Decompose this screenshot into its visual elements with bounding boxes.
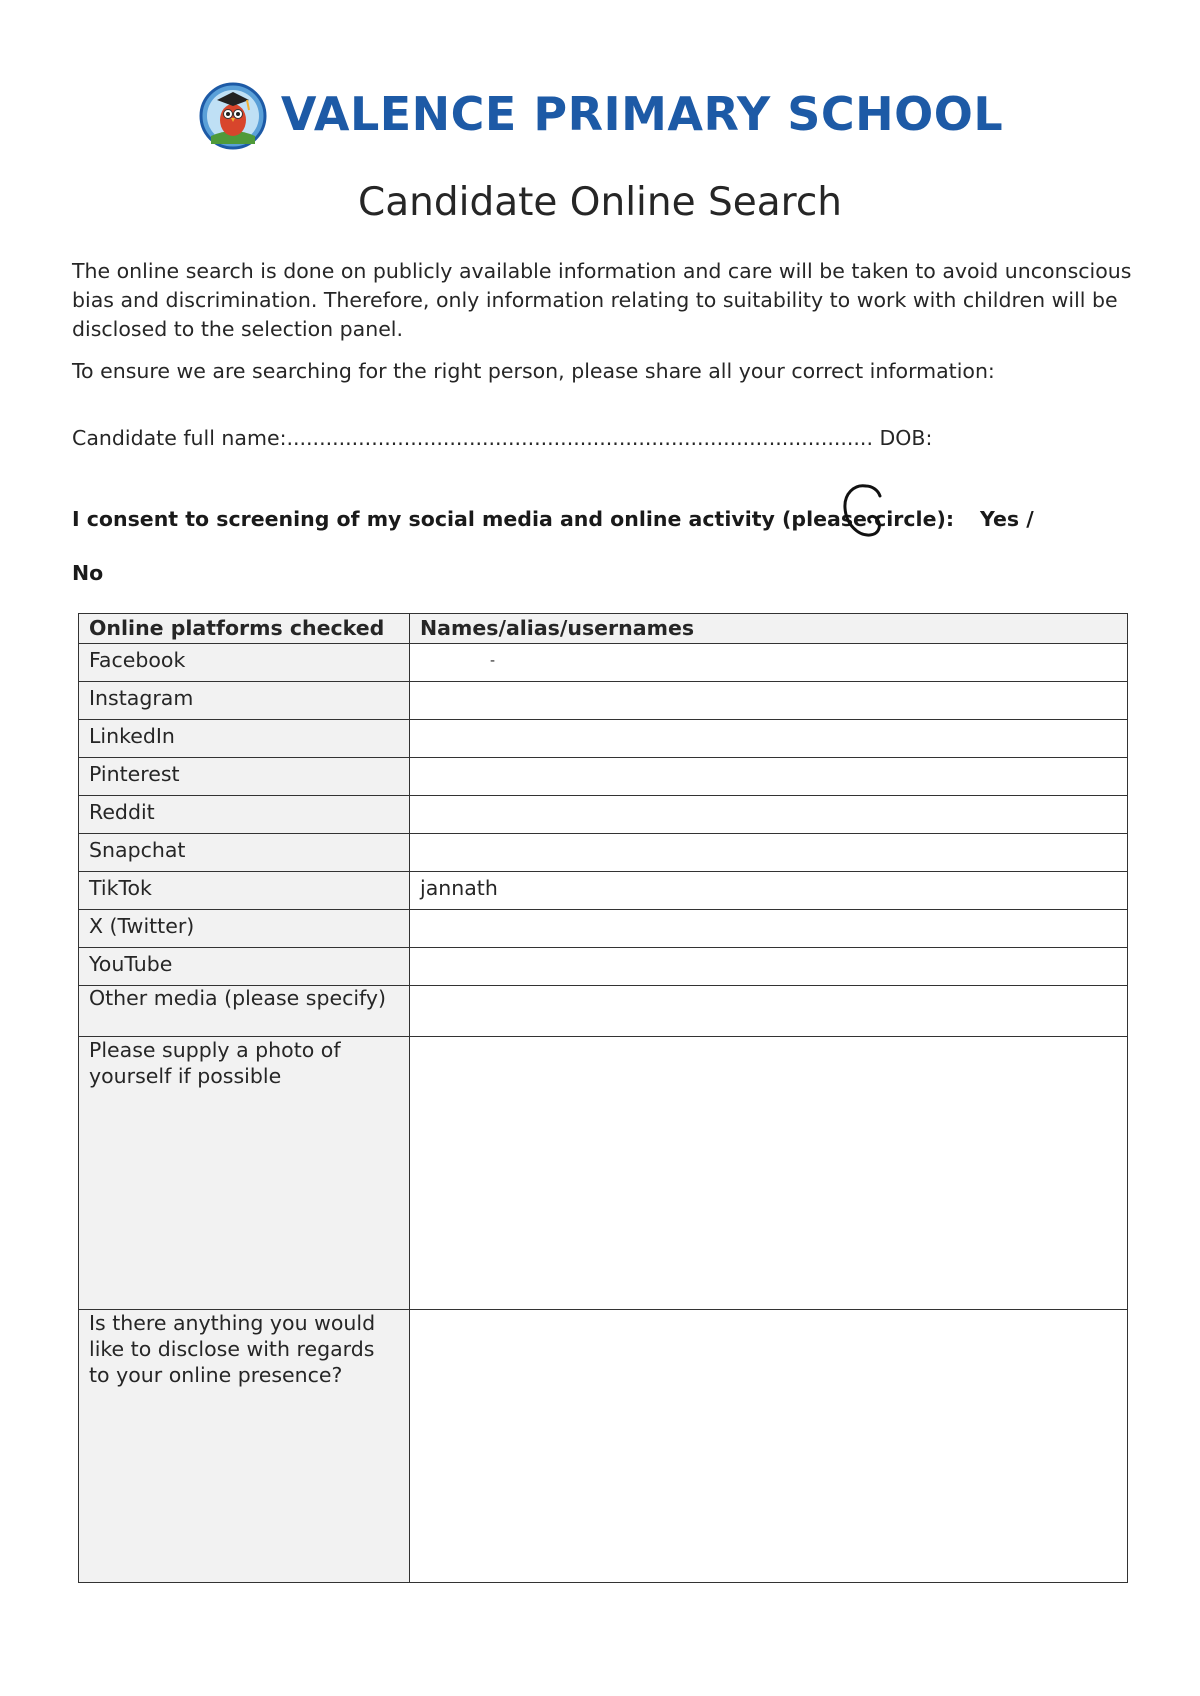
table-row — [79, 872, 1128, 910]
platform-username-field[interactable] — [410, 796, 1128, 834]
platform-label: YouTube — [79, 948, 410, 986]
table-row — [79, 720, 1128, 758]
platform-label: X (Twitter) — [79, 910, 410, 948]
table-row — [79, 796, 1128, 834]
header-platforms: Online platforms checked — [79, 614, 410, 644]
consent-text: I consent to screening of my social media and online activity (please circle): — [72, 507, 955, 531]
table-row — [79, 1310, 1128, 1583]
platform-label: Reddit — [79, 796, 410, 834]
platform-username-field[interactable] — [410, 758, 1128, 796]
platform-username-field[interactable] — [410, 948, 1128, 986]
platform-username-field[interactable] — [410, 644, 1128, 682]
table-row — [79, 1037, 1128, 1310]
photo-upload-area[interactable] — [410, 1037, 1128, 1310]
platform-username-value: - — [490, 652, 496, 669]
consent-yes-option[interactable]: Yes / — [980, 507, 1034, 531]
intro-paragraph: The online search is done on publicly available information and care will be taken to avoid unconscious bias and discrimination. Therefore, only information relating to suitability to work with children will be disclosed to the selection panel. — [72, 259, 1132, 341]
owl-logo-icon — [197, 78, 269, 150]
platforms-table — [78, 613, 1128, 1583]
platform-label: Facebook — [79, 644, 410, 682]
page-title: Candidate Online Search — [358, 180, 842, 225]
table-row — [79, 834, 1128, 872]
candidate-name-field[interactable]: .......................................................................................... — [286, 426, 873, 450]
disclose-label: Is there anything you would like to disclose with regards to your online presence? — [79, 1310, 410, 1583]
table-row — [79, 644, 1128, 682]
platform-username-field[interactable] — [410, 720, 1128, 758]
photo-label: Please supply a photo of yourself if possible — [79, 1037, 410, 1310]
school-name: VALENCE PRIMARY SCHOOL — [280, 87, 1004, 141]
platform-label: Snapchat — [79, 834, 410, 872]
candidate-name-label: Candidate full name: — [72, 426, 287, 450]
other-media-field[interactable] — [410, 986, 1128, 1037]
dob-label: DOB: — [879, 426, 933, 450]
table-row — [79, 948, 1128, 986]
platform-label: TikTok — [79, 872, 410, 910]
other-media-label: Other media (please specify) — [79, 986, 410, 1037]
table-row — [79, 986, 1128, 1037]
table-header-row — [79, 614, 1128, 644]
header-names: Names/alias/usernames — [410, 614, 1128, 644]
table-row — [79, 682, 1128, 720]
consent-no-option[interactable]: No — [72, 561, 104, 585]
consent-statement — [72, 492, 1132, 600]
school-header — [0, 78, 1200, 150]
instruction-paragraph: To ensure we are searching for the right person, please share all your correct information: — [72, 359, 995, 383]
platform-username-field[interactable] — [410, 910, 1128, 948]
platform-username-field[interactable]: jannath — [410, 872, 1128, 910]
platform-label: Pinterest — [79, 758, 410, 796]
table-row — [79, 758, 1128, 796]
table-row — [79, 910, 1128, 948]
platform-label: Instagram — [79, 682, 410, 720]
candidate-name-row — [72, 426, 932, 450]
platform-username-field[interactable] — [410, 834, 1128, 872]
platform-label: LinkedIn — [79, 720, 410, 758]
disclose-field[interactable] — [410, 1310, 1128, 1583]
platform-username-field[interactable] — [410, 682, 1128, 720]
handwritten-circle-mark — [836, 480, 896, 542]
